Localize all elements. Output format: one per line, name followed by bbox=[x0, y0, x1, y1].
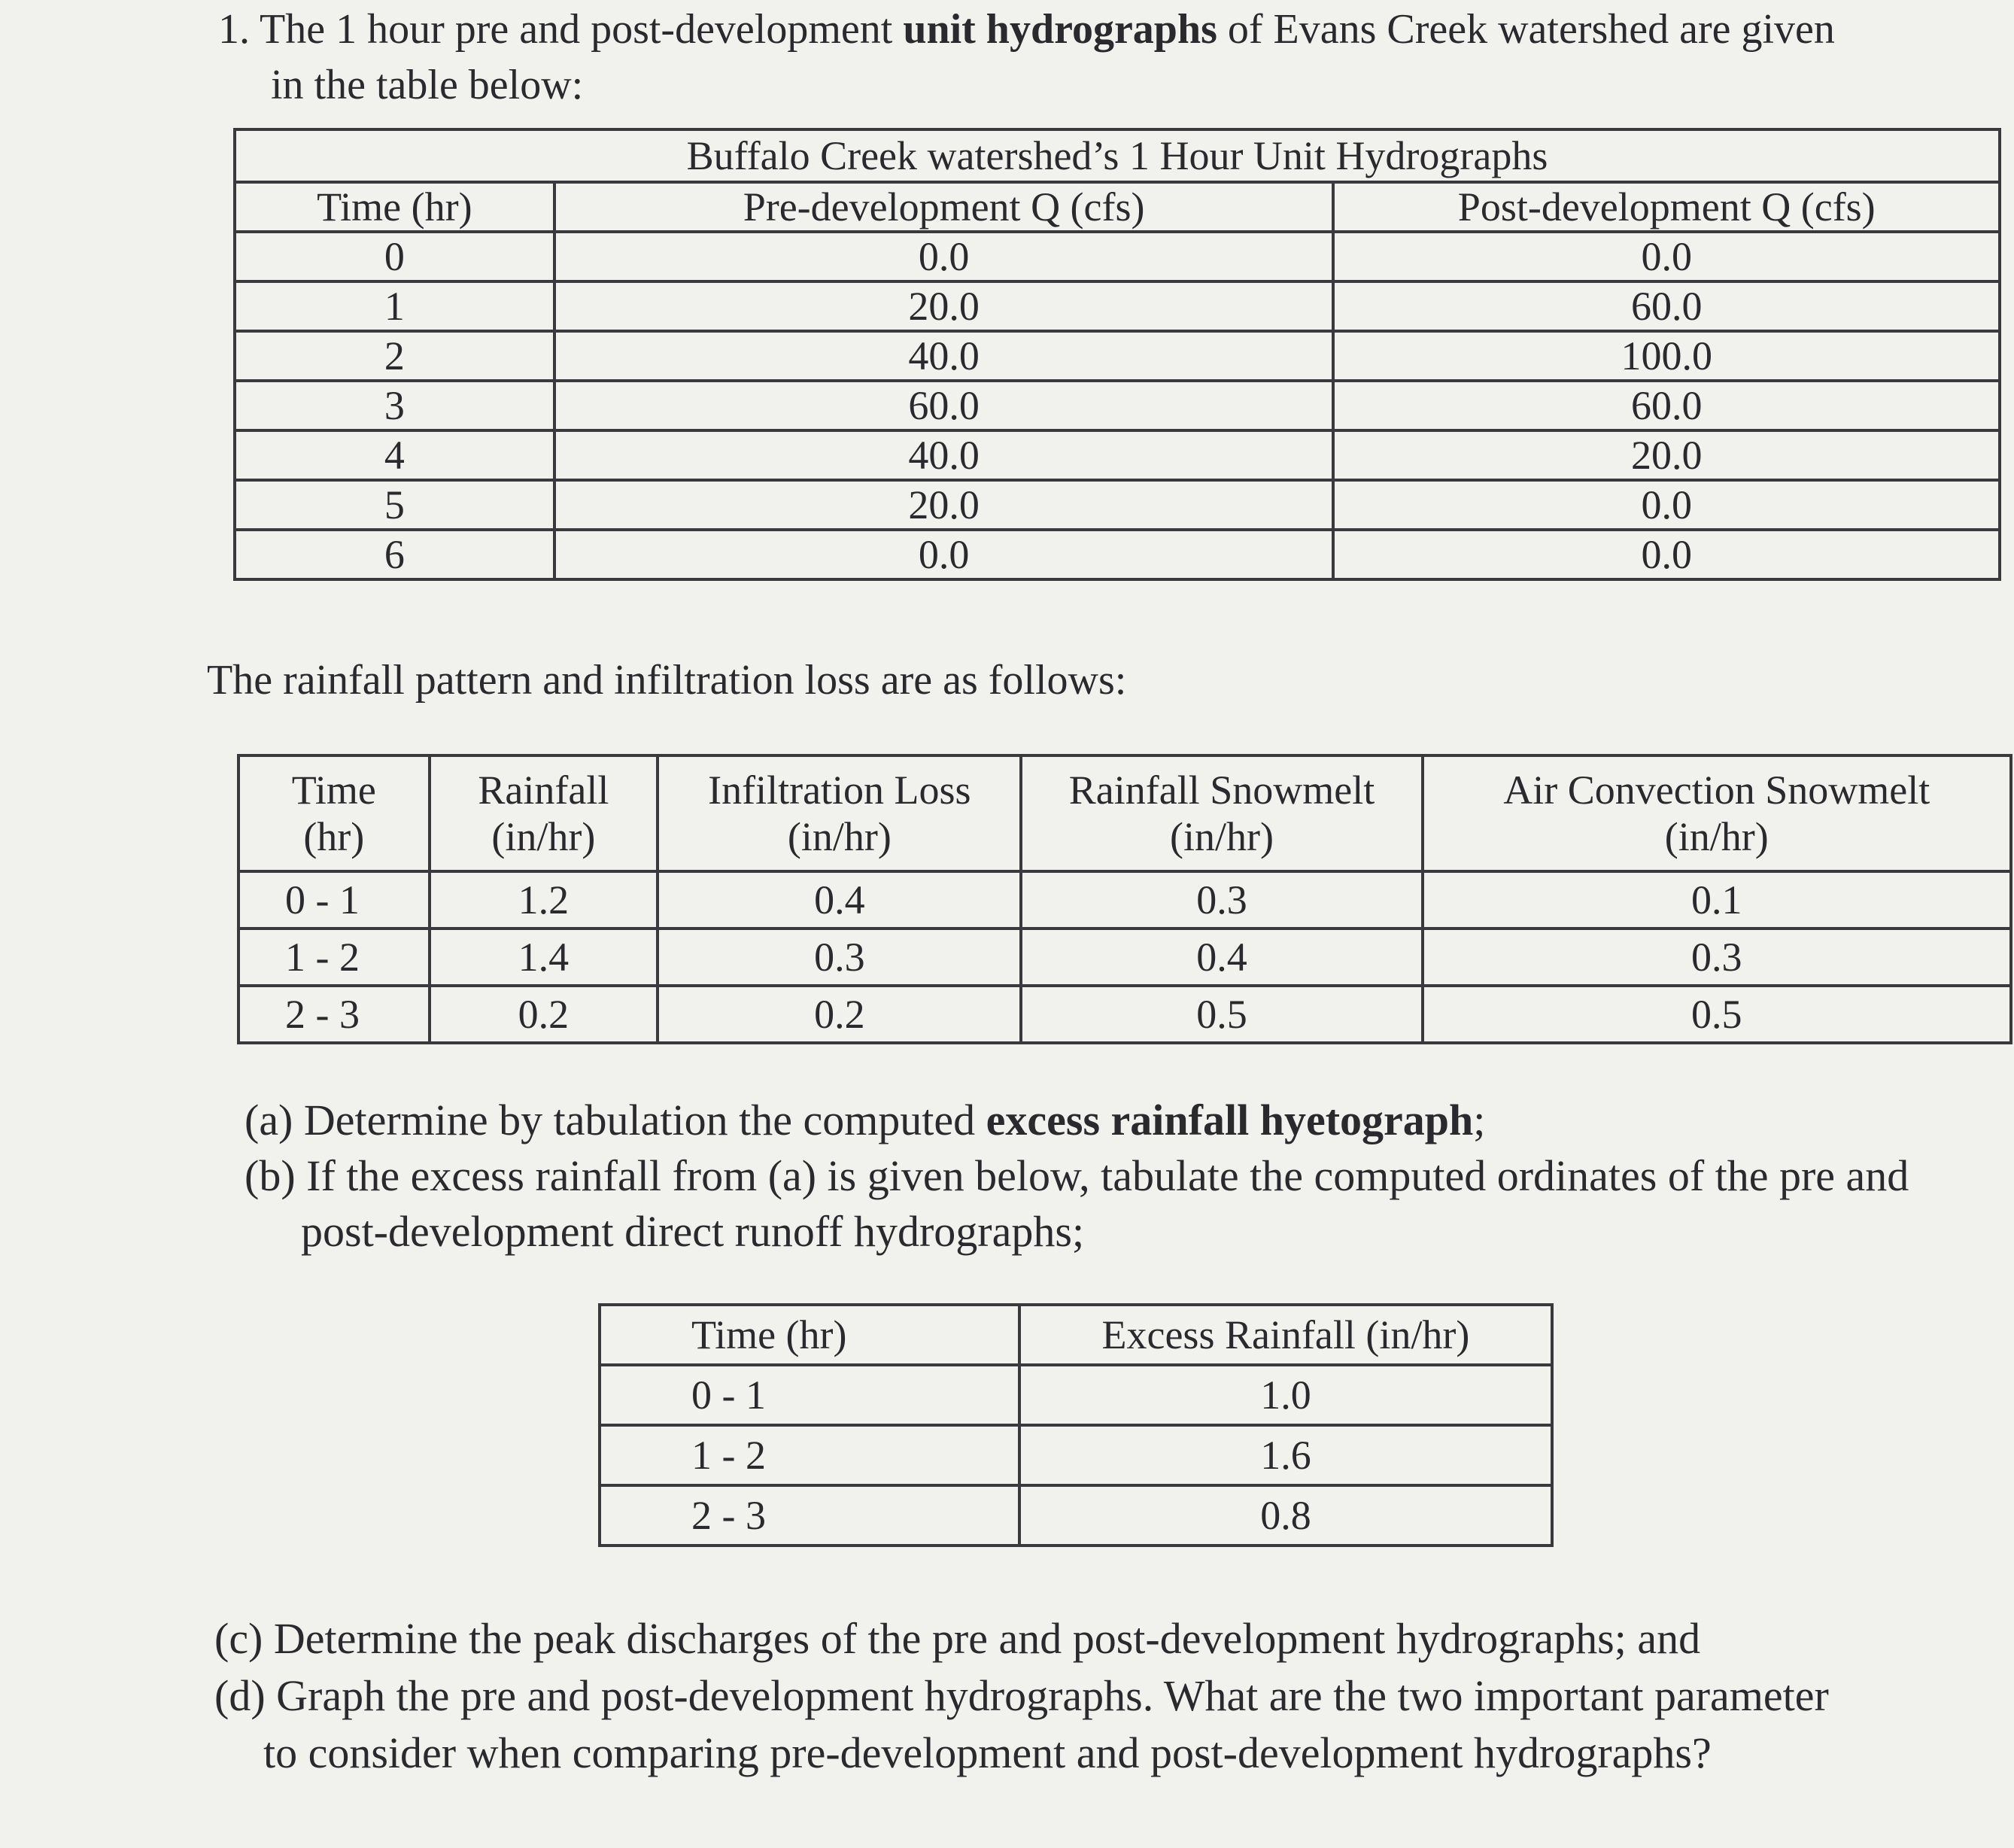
infiltration-cell: 0.4 bbox=[658, 871, 1021, 929]
time-cell: 2 - 3 bbox=[238, 986, 430, 1043]
post-q-cell: 0.0 bbox=[1333, 530, 2000, 579]
table-row bbox=[235, 232, 2000, 281]
pre-q-cell: 20.0 bbox=[554, 281, 1334, 331]
header-infiltration-unit: (in/hr) bbox=[787, 814, 892, 859]
time-cell: 6 bbox=[235, 530, 554, 579]
questions-a-b bbox=[169, 1093, 1997, 1260]
rainfall-sentence: The rainfall pattern and infiltration loss are as follows: bbox=[207, 657, 1127, 704]
rainfall-cell: 1.4 bbox=[430, 929, 658, 986]
header-rain-snowmelt-label: Rainfall Snowmelt bbox=[1068, 767, 1375, 813]
header-rainfall bbox=[430, 755, 658, 871]
rainfall-cell: 0.2 bbox=[430, 986, 658, 1043]
question-a-bold: excess rainfall hyetograph bbox=[986, 1096, 1474, 1144]
header-time-label: Time bbox=[291, 767, 376, 813]
question-a-text: (a) Determine by tabulation the computed bbox=[245, 1096, 986, 1144]
excess-cell: 1.0 bbox=[1019, 1365, 1552, 1425]
time-cell: 0 bbox=[235, 232, 554, 281]
rain-snowmelt-cell: 0.4 bbox=[1021, 929, 1422, 986]
post-q-cell: 60.0 bbox=[1333, 281, 2000, 331]
header-infiltration-label: Infiltration Loss bbox=[708, 767, 971, 813]
header-rainfall-label: Rainfall bbox=[478, 767, 609, 813]
problem-intro-part1: The 1 hour pre and post-development bbox=[260, 6, 904, 53]
time-cell: 1 - 2 bbox=[238, 929, 430, 986]
air-snowmelt-cell: 0.1 bbox=[1423, 871, 2011, 929]
time-cell: 0 - 1 bbox=[600, 1365, 1019, 1425]
table-row bbox=[235, 381, 2000, 430]
rain-snowmelt-cell: 0.5 bbox=[1021, 986, 1422, 1043]
question-c: (c) Determine the peak discharges of the pre and post-development hydrographs; and bbox=[214, 1614, 1701, 1663]
post-q-cell: 100.0 bbox=[1333, 331, 2000, 381]
header-time-unit: (hr) bbox=[303, 814, 365, 859]
header-infiltration-loss bbox=[658, 755, 1021, 871]
header-rainfall-unit: (in/hr) bbox=[491, 814, 596, 859]
table-row bbox=[238, 929, 2011, 986]
header-time: Time (hr) bbox=[600, 1305, 1019, 1365]
question-d-line1: (d) Graph the pre and post-development hydrographs. What are the two important parameter bbox=[214, 1671, 1829, 1720]
time-cell: 3 bbox=[235, 381, 554, 430]
header-air-convection-snowmelt bbox=[1423, 755, 2011, 871]
table-row bbox=[600, 1485, 1552, 1546]
rainfall-cell: 1.2 bbox=[430, 871, 658, 929]
table-row bbox=[235, 480, 2000, 530]
excess-rainfall-table bbox=[598, 1303, 1554, 1547]
header-time bbox=[238, 755, 430, 871]
question-a-end: ; bbox=[1473, 1096, 1486, 1144]
question-b-line2: post-development direct runoff hydrographs; bbox=[301, 1207, 1085, 1256]
time-cell: 1 bbox=[235, 281, 554, 331]
time-cell: 2 - 3 bbox=[600, 1485, 1019, 1546]
problem-intro-line2: in the table below: bbox=[271, 62, 584, 108]
pre-q-cell: 0.0 bbox=[554, 232, 1334, 281]
post-q-cell: 0.0 bbox=[1333, 480, 2000, 530]
pre-q-cell: 60.0 bbox=[554, 381, 1334, 430]
problem-intro-bold: unit hydrographs bbox=[903, 6, 1217, 53]
table-row bbox=[235, 281, 2000, 331]
time-cell: 2 bbox=[235, 331, 554, 381]
header-air-snowmelt-unit: (in/hr) bbox=[1664, 814, 1769, 859]
table-row bbox=[235, 430, 2000, 480]
time-cell: 0 - 1 bbox=[238, 871, 430, 929]
rain-snowmelt-cell: 0.3 bbox=[1021, 871, 1422, 929]
problem-intro-part2: of Evans Creek watershed are given bbox=[1217, 6, 1835, 53]
infiltration-cell: 0.3 bbox=[658, 929, 1021, 986]
infiltration-cell: 0.2 bbox=[658, 986, 1021, 1043]
time-cell: 5 bbox=[235, 480, 554, 530]
post-q-cell: 20.0 bbox=[1333, 430, 2000, 480]
pre-q-cell: 40.0 bbox=[554, 331, 1334, 381]
pre-q-cell: 40.0 bbox=[554, 430, 1334, 480]
pre-q-cell: 20.0 bbox=[554, 480, 1334, 530]
questions-c-d bbox=[132, 1610, 2012, 1782]
question-a bbox=[169, 1093, 1997, 1148]
table-row bbox=[235, 331, 2000, 381]
table-row bbox=[238, 871, 2011, 929]
air-snowmelt-cell: 0.5 bbox=[1423, 986, 2011, 1043]
air-snowmelt-cell: 0.3 bbox=[1423, 929, 2011, 986]
problem-number: 1. bbox=[218, 6, 250, 53]
post-q-cell: 0.0 bbox=[1333, 232, 2000, 281]
table-row bbox=[600, 1365, 1552, 1425]
problem-statement bbox=[218, 2, 1986, 113]
header-rain-snowmelt-unit: (in/hr) bbox=[1170, 814, 1274, 859]
table-row bbox=[600, 1425, 1552, 1485]
table-caption: Buffalo Creek watershed’s 1 Hour Unit Hydrographs bbox=[235, 129, 2000, 182]
question-d-line2: to consider when comparing pre-development and post-development hydrographs? bbox=[263, 1728, 1712, 1777]
header-pre-development: Pre-development Q (cfs) bbox=[554, 182, 1334, 232]
post-q-cell: 60.0 bbox=[1333, 381, 2000, 430]
header-excess-rainfall: Excess Rainfall (in/hr) bbox=[1019, 1305, 1552, 1365]
header-time: Time (hr) bbox=[235, 182, 554, 232]
table-row bbox=[238, 986, 2011, 1043]
header-air-snowmelt-label: Air Convection Snowmelt bbox=[1503, 767, 1930, 813]
time-cell: 4 bbox=[235, 430, 554, 480]
header-rainfall-snowmelt bbox=[1021, 755, 1422, 871]
time-cell: 1 - 2 bbox=[600, 1425, 1019, 1485]
pre-q-cell: 0.0 bbox=[554, 530, 1334, 579]
excess-cell: 0.8 bbox=[1019, 1485, 1552, 1546]
question-b-line1: (b) If the excess rainfall from (a) is given below, tabulate the computed ordinates of the pre and bbox=[245, 1151, 1909, 1200]
header-post-development: Post-development Q (cfs) bbox=[1333, 182, 2000, 232]
rainfall-table bbox=[237, 754, 2012, 1044]
table-row bbox=[235, 530, 2000, 579]
unit-hydrograph-table bbox=[233, 128, 2001, 581]
excess-cell: 1.6 bbox=[1019, 1425, 1552, 1485]
